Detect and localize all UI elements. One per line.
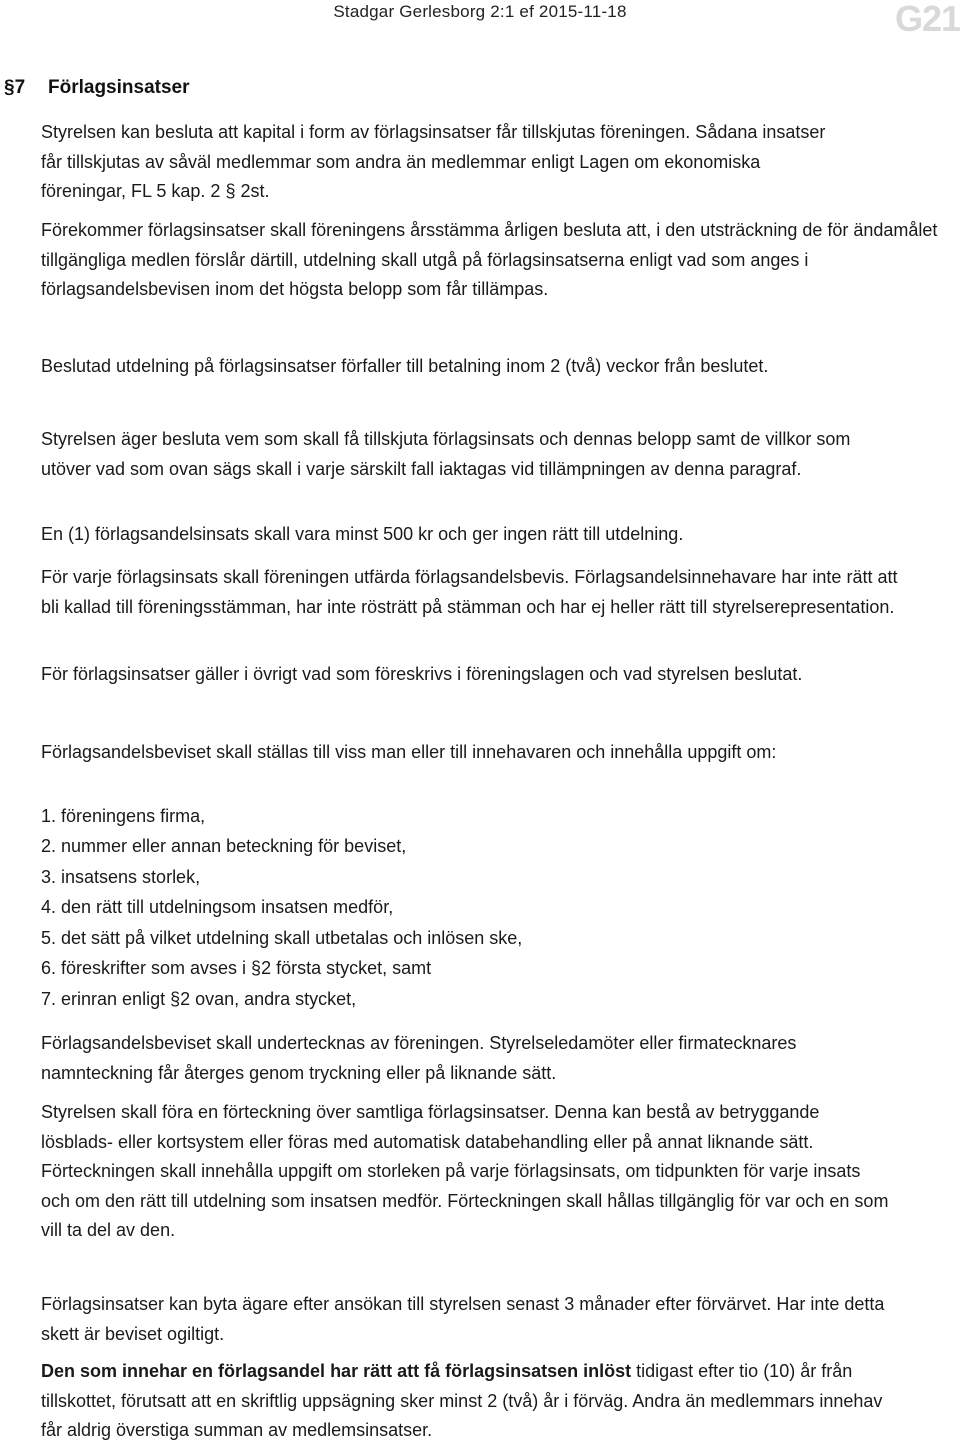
paragraph-10: Styrelsen skall föra en förteckning över samtliga förlagsinsatser. Denna kan bestå av betryggande lösblads- eller kortsystem eller föras med automatisk databehandling eller på annat liknande sätt. Förteckningen skall innehålla uppgift om storleken på varje förlagsinsats, om tidpunkten för varje insats och om den rätt till utdelning som insatsen medför. Förteckningen skall hållas tillgänglig för var och en som vill ta del av den. [41,1102,889,1240]
list-item: 4. den rätt till utdelningsom insatsen medför, [41,897,394,917]
list-item: 6. föreskrifter som avses i §2 första stycket, samt [41,958,432,978]
document-header-title: Stadgar Gerlesborg 2:1 ef 2015-11-18 [333,2,627,21]
paragraph-9: Förlagsandelsbeviset skall undertecknas av föreningen. Styrelseledamöter eller firmatecknares namnteckning får återges genom tryckning eller på liknande sätt. [41,1033,797,1083]
paragraph-8: Förlagsandelsbeviset skall ställas till viss man eller till innehavaren och innehålla uppgift om: [41,742,777,762]
paragraph-5: En (1) förlagsandelsinsats skall vara minst 500 kr och ger ingen rätt till utdelning. [41,524,684,544]
section-number: §7 [4,77,26,98]
list-item: 2. nummer eller annan beteckning för beviset, [41,836,407,856]
paragraph-12 [41,1357,901,1446]
paragraph-11: Förlagsinsatser kan byta ägare efter ansökan till styrelsen senast 3 månader efter förvärvet. Har inte detta skett är beviset ogiltigt. [41,1294,885,1344]
paragraph-7: För förlagsinsatser gäller i övrigt vad som föreskrivs i föreningslagen och vad styrelsen beslutat. [41,664,803,684]
paragraph-1: Styrelsen kan besluta att kapital i form av förlagsinsatser får tillskjutas föreningen. Sådana insatser får tillskjutas av såväl medlemmar som andra än medlemmar enligt Lagen om ekonomiska föreningar, FL 5 kap. 2 § 2st. [41,122,826,201]
paragraph-12-bold-text: Den som innehar en förlagsandel har rätt att få förlagsinsatsen inlöst [41,1361,632,1381]
document-code-badge: G21 [894,0,960,39]
paragraph-12-text: tidigast efter tio (10) år från tillskottet, förutsatt att en skriftlig uppsägning sker minst 2 (två) år i förväg. Andra än medlemmars innehav får aldrig överstiga summan av medlemsinsatser. [41,1361,883,1440]
list-item: 5. det sätt på vilket utdelning skall utbetalas och inlösen ske, [41,928,523,948]
list-item: 3. insatsens storlek, [41,867,201,887]
paragraph-6: För varje förlagsinsats skall föreningen utfärda förlagsandelsbevis. Förlagsandelsinnehavare har inte rätt att bli kallad till föreningsstämman, har inte rösträtt på stämman och har ej heller rätt till styrelserepresentation. [41,567,898,617]
section-heading [4,77,190,99]
paragraph-4: Styrelsen äger besluta vem som skall få tillskjuta förlagsinsats och dennas belopp samt de villkor som utöver vad som ovan sägs skall i varje särskilt fall iaktagas vid tillämpningen av denna paragraf. [41,429,851,479]
paragraph-2: Förekommer förlagsinsatser skall föreningens årsstämma årligen besluta att, i den utsträckning de för ändamålet tillgängliga medlen förslår därtill, utdelning skall utgå på förlagsinsatserna enligt vad som anges i förlagsandelsbevisen inom det högsta belopp som får tillämpas. [41,220,938,299]
list-item: 7. erinran enligt §2 ovan, andra stycket, [41,989,357,1009]
section-title: Förlagsinsatser [48,77,190,98]
list-item: 1. föreningens firma, [41,806,206,826]
paragraph-3: Beslutad utdelning på förlagsinsatser förfaller till betalning inom 2 (två) veckor från beslutet. [41,356,769,376]
